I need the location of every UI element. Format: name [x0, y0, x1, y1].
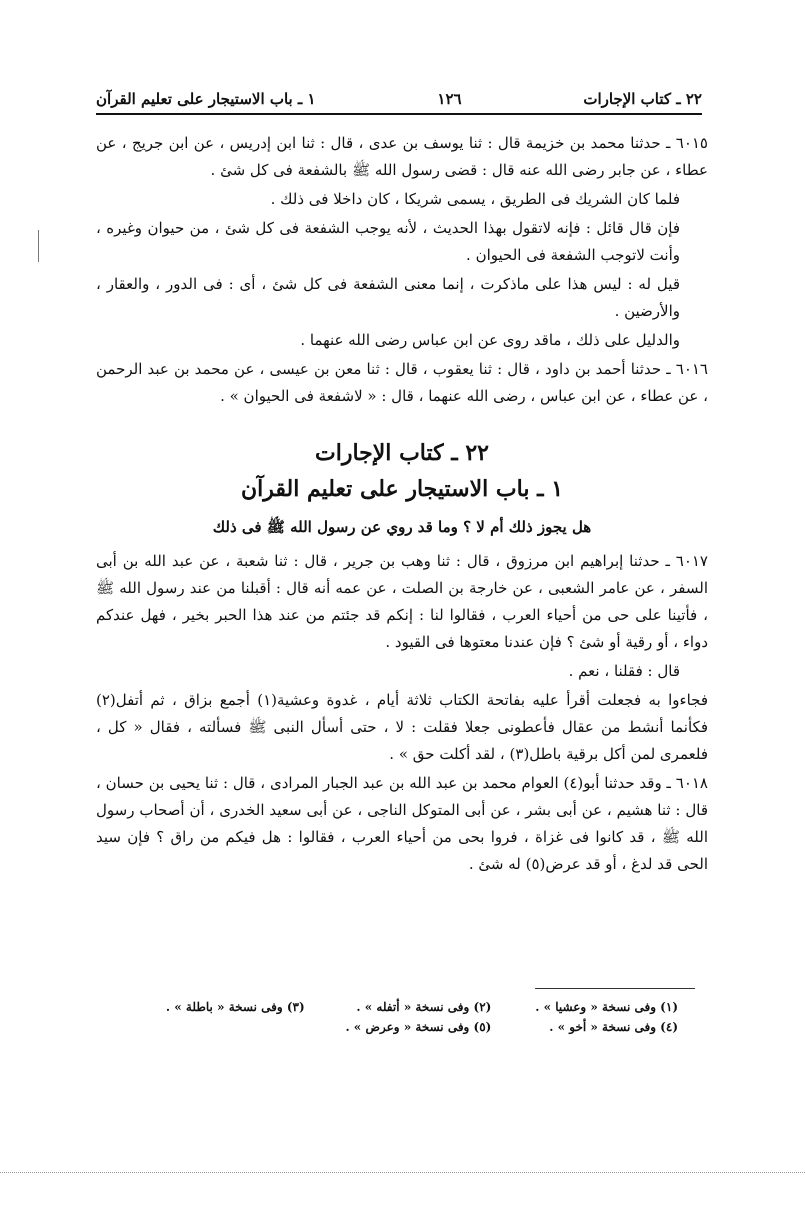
footnote-5: (٥) وفى نسخة « وعرض » .: [345, 1020, 492, 1034]
hadith-6015: ٦٠١٥ ـ حدثنا محمد بن خزيمة قال : ثنا يوسف بن عدى ، قال : ثنا ابن إدريس ، عن ابن جريج ، عن عطاء ، عن جابر رضى الله عنه قال : قضى رسول الله ﷺ بالشفعة فى كل شئ .: [96, 134, 708, 179]
header-book-title: ٢٢ ـ كتاب الإجارات: [583, 90, 702, 108]
page-number: ١٢٦: [437, 90, 462, 108]
running-header: [96, 86, 702, 112]
paragraph: قيل له : ليس هذا على ماذكرت ، إنما معنى الشفعة فى كل شئ ، أى : فى الدور ، والعقار ، والأرضين .: [96, 275, 680, 320]
paragraph: فلما كان الشريك فى الطريق ، يسمى شريكا ، كان داخلا فى ذلك .: [270, 190, 680, 208]
hadith-6017: ٦٠١٧ ـ حدثنا إبراهيم ابن مرزوق ، قال : ثنا وهب بن جرير ، قال : ثنا شعبة ، عن عبد الله بن أبى السفر ، عن عامر الشعبى ، عن خارجة بن الصلت ، عن عمه أنه قال : أقبلنا من عند رسول الله ﷺ ، فأتينا على حى من أحياء العرب ، فقالوا لنا : إنكم قد جئتم من عند هذا الحبر بخير ، فهل عندكم دواء ، أو رقية أو شئ ؟ فإن عندنا معتوها فى القيود .: [96, 552, 708, 651]
margin-mark: [38, 230, 39, 262]
chapter-question: هل يجوز ذلك أم لا ؟ وما قد روي عن رسول الله ﷺ فى ذلك: [212, 518, 592, 536]
scan-edge-line: [0, 1172, 805, 1173]
header-rule: [96, 113, 702, 115]
footnote-1: (١) وفى نسخة « وعشيا » .: [535, 1000, 678, 1014]
footnote-4: (٤) وفى نسخة « أخو » .: [549, 1020, 678, 1034]
footnote-rule: [535, 988, 695, 989]
main-text: [96, 130, 708, 880]
paragraph: فإن قال قائل : فإنه لاتقول بهذا الحديث ، لأنه يوجب الشفعة فى كل شئ ، من حيوان وغيره ، وأنت لاتوجب الشفعة فى الحيوان .: [96, 219, 680, 264]
paragraph: قال : فقلنا ، نعم .: [568, 662, 680, 680]
book-title: ٢٢ ـ كتاب الإجارات: [315, 440, 489, 466]
hadith-6016: ٦٠١٦ ـ حدثنا أحمد بن داود ، قال : ثنا يعقوب ، قال : ثنا معن بن عيسى ، عن محمد بن عبد الرحمن ، عن عطاء ، عن ابن عباس ، رضى الله عنهما ، قال : « لاشفعة فى الحيوان » .: [96, 360, 708, 405]
paragraph: فجاءوا به فجعلت أقرأ عليه بفاتحة الكتاب ثلاثة أيام ، غدوة وعشية(١) أجمع بزاق ، ثم أتفل(٢) فكأنما أنشط من عقال فأعطونى جعلا فقلت : لا ، حتى أسأل النبى ﷺ فسألته ، فقال « كل ، فلعمرى لمن أكل برقية باطل(٣) ، لقد أكلت حق » .: [96, 691, 708, 763]
chapter-title: ١ ـ باب الاستيجار على تعليم القرآن: [240, 476, 564, 502]
footnotes: [118, 1000, 678, 1034]
hadith-6018: ٦٠١٨ ـ وقد حدثنا أبو(٤) العوام محمد بن عبد الله بن عبد الجبار المرادى ، قال : ثنا يحيى بن حسان ، قال : ثنا هشيم ، عن أبى بشر ، عن أبى المتوكل الناجى ، عن أبى سعيد الخدرى ، أن أصحاب رسول الله ﷺ ، قد كانوا فى غزاة ، فروا بحى من أحياء العرب ، فقالوا : هل فيكم من راق ؟ فإن سيد الحى قد لدغ ، أو قد عرض(٥) له شئ .: [96, 774, 708, 873]
header-chapter-title: ١ ـ باب الاستيجار على تعليم القرآن: [96, 90, 316, 108]
paragraph: والدليل على ذلك ، ماقد روى عن ابن عباس رضى الله عنهما .: [300, 331, 680, 349]
footnote-3: (٣) وفى نسخة « باطلة » .: [165, 1000, 305, 1014]
footnote-2: (٢) وفى نسخة « أتفله » .: [356, 1000, 492, 1014]
